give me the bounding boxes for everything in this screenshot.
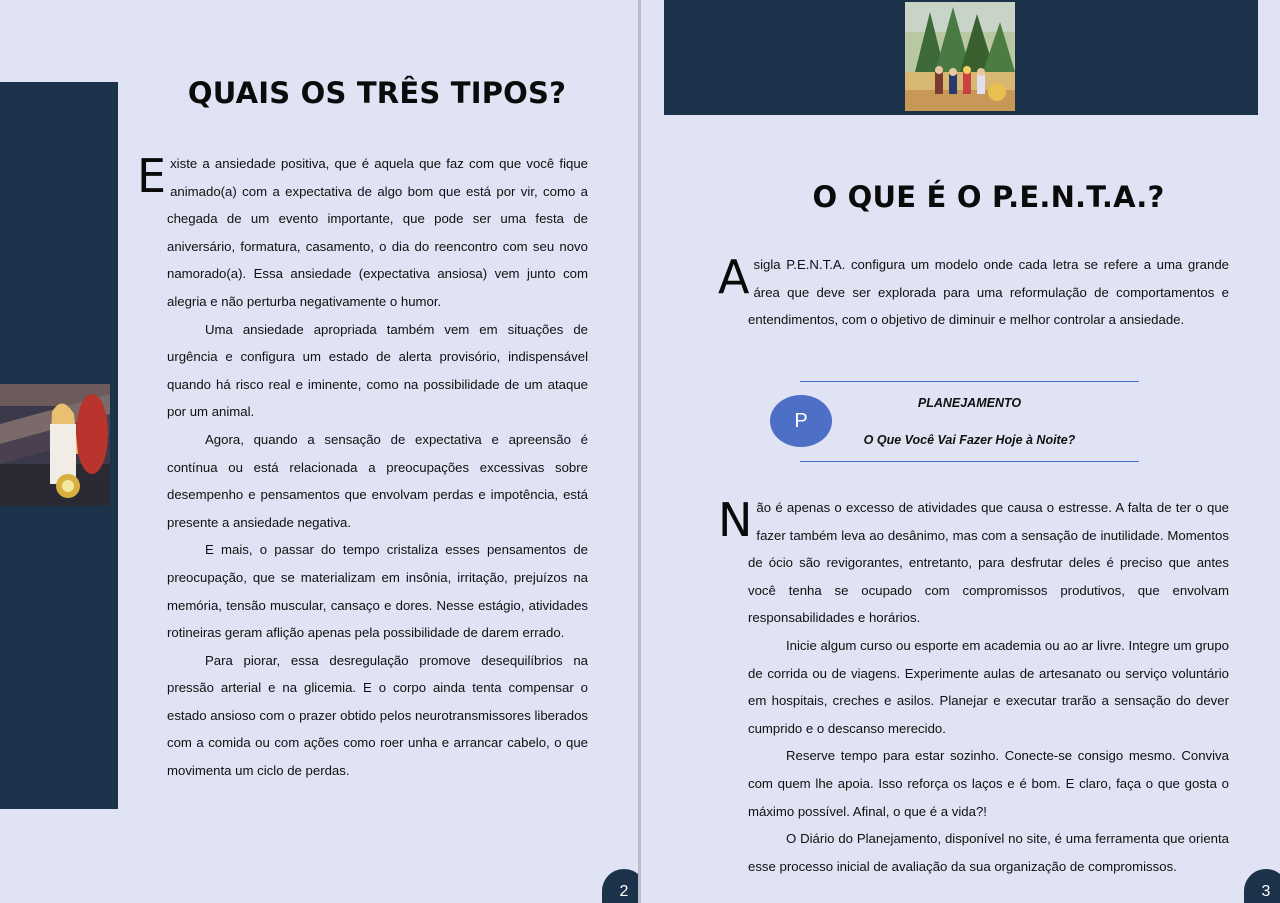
page-number: 2 (602, 869, 638, 903)
paragraph: E mais, o passar do tempo cristaliza esses pensamentos de preocupação, que se materializam em insônia, irritação, prejuízos na memória, tensão muscular, cansaço e dores. Nesse estágio, atividades rotineiras geram aflição apenas pela possibilidade de darem errado. (167, 542, 588, 641)
paragraph: Uma ansiedade apropriada também vem em situações de urgência e configura um estado de alerta provisório, indispensável quando há risco real e iminente, como na possibilidade de um ataque por um animal. (167, 321, 588, 420)
paragraph: Agora, quando a sensação de expectativa e apreensão é contínua ou está relacionada a preocupações excessivas sobre desempenho e pensamentos que envolvam perdas e impotência, está presente a ansiedade negativa. (167, 431, 588, 530)
dropcap: E (137, 149, 167, 203)
page-number: 3 (1244, 869, 1280, 903)
paragraph: Para piorar, essa desregulação promove desequilíbrios na pressão arterial e na glicemia. E o corpo ainda tenta compensar o estado ansioso com o prazer obtido pelos neurotransmissores liberados com a comida ou com ações como roer unha e arrancar cabelo, o que movimenta um ciclo de perdas. (167, 652, 588, 779)
paragraph: Não é apenas o excesso de atividades que causa o estresse. A falta de ter o que fazer também leva ao desânimo, mas com a sensação de inutilidade. Momentos de ócio são revigorantes, entretanto, para desfrutar deles é preciso que antes você tenha se ocupado com compromissos produtivos, que envolvam responsabilidades e horários. (718, 493, 1229, 626)
left-page (0, 0, 638, 903)
article-body (718, 493, 1229, 880)
paragraph: Reserve tempo para estar sozinho. Conecte-se consigo mesmo. Conviva com quem lhe apoia. Isso reforça os laços e é bom. E claro, faça o que gosta o máximo possível. Afinal, o que é a vida?! (748, 748, 1229, 819)
page-heading: O QUE É O P.E.N.T.A.? (812, 180, 1165, 214)
intro-paragraph-block (718, 250, 1229, 334)
paragraph: O Diário do Planejamento, disponível no site, é uma ferramenta que orienta esse processo inicial de avaliação da sua organização de compromissos. (748, 831, 1229, 874)
pullout-letter-badge: P (770, 395, 832, 447)
page-heading: QUAIS OS TRÊS TIPOS? (187, 76, 567, 110)
painting-image-girl (0, 384, 110, 506)
painting-image-forest (905, 2, 1015, 111)
right-page (641, 0, 1280, 903)
article-body (137, 149, 588, 785)
paragraph: A sigla P.E.N.T.A. configura um modelo onde cada letra se refere a uma grande área que deve ser explorada para uma reformulação de comportamentos e entendimentos, com o objetivo de diminuir e melhor controlar a ansiedade. (718, 250, 1229, 328)
pullout-title: PLANEJAMENTO (917, 396, 1022, 410)
paragraph: Inicie algum curso ou esporte em academia ou ao ar livre. Integre um grupo de corrida ou de viagens. Experimente aulas de artesanato ou serviço voluntário em hospitais, creches e asilos. Planejar e executar trarão a sensação do dever cumprido e o descanso merecido. (748, 637, 1229, 736)
pullout-box (800, 381, 1139, 462)
pullout-subtitle: O Que Você Vai Fazer Hoje à Noite? (863, 433, 1076, 447)
dropcap: A (718, 250, 750, 304)
paragraph: Existe a ansiedade positiva, que é aquela que faz com que você fique animado(a) com a expectativa de algo bom que está por vir, como a chegada de um evento importante, que pode ser uma festa de aniversário, formatura, casamento, o dia do reencontro com seu novo namorado(a). Essa ansiedade (expectativa ansiosa) vem junto com alegria e não perturba negativamente o humor. (137, 149, 588, 309)
dropcap: N (718, 493, 753, 547)
